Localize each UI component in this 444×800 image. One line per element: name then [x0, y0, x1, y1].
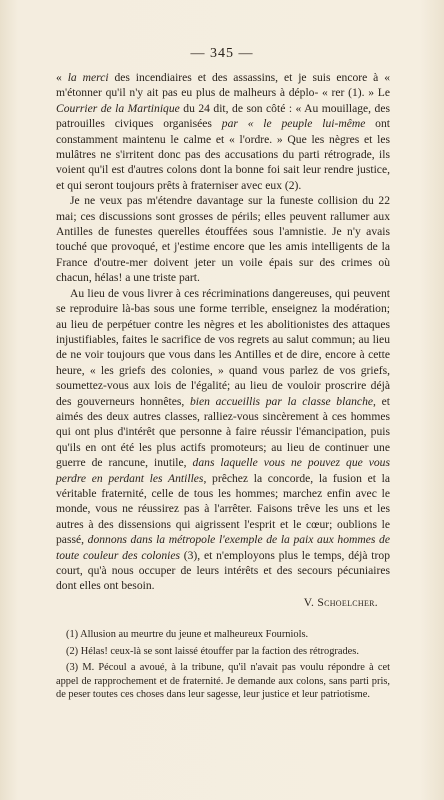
text-run: , prêchez la concorde, la fusion et la véritable fraternité, celle de tous les hommes; marchez enfin avec le monde, vous ne réussirez pas à l'arrêter. Faisons trêve les uns et les autres à des dissensions qui aigrissent l'esprit et le cœur; oublions le passé,	[56, 471, 391, 547]
footnote-1: (1) Allusion au meurtre du jeune et malheureux Fourniols.	[66, 629, 309, 640]
text-run: Je ne veux pas m'étendre davantage sur la funeste collision du 22 mai; ces discussions sont grosses de périls; elles peuvent rallumer aux Antilles de funestes querelles étouffées sous l'amnistie. Je n'y avais touché que provoqué, et j'estime encore que les amis intelligents de la France d'outre-mer doivent jeter un voile épais sur des crimes où chacun, hélas! a une triste part.	[56, 194, 390, 285]
footnote-3: (3) M. Pécoul a avoué, à la tribune, qu'il n'avait pas voulu répondre à cet appel de rapprochement et de fraternité. Je demande aux colons, sans parti pris, de peser toutes ces choses dans leur sagesse, leur justice et leur patriotisme.	[56, 662, 390, 701]
footnotes	[56, 628, 390, 705]
italic-text-run: donnons dans la métropole l'exemple de la paix aux hommes de toute couleur des colonies	[56, 533, 390, 562]
text-run: ont constamment maintenu le calme et « l'ordre. » Que les nègres et les mulâtres ne s'irritent donc pas des accusations du parti rétrograde, ils voient qu'il est d'autres colons dont la bonne foi sait leur rendre justice, et qui seront toujours prêts à fraterniser avec eux (2).	[56, 117, 390, 192]
italic-text-run: par « le peuple lui-même	[221, 117, 366, 131]
paragraph-1	[56, 70, 390, 193]
text-run: «	[56, 71, 68, 84]
italic-text-run: la merci	[67, 71, 109, 84]
paragraph-2	[56, 193, 390, 285]
text-run: (3), et n'employons plus le temps, déjà trop court, qu'à nous occuper de leurs intérêts et des secours pécuniaires dont elles ont besoin.	[56, 548, 390, 593]
page-number: — 345 —	[190, 46, 254, 61]
italic-text-run: Courrier de la Martinique	[56, 101, 180, 115]
text-run: , et aimés des deux autres classes, ralliez-vous sincèrement à ces hommes qui ont plus d'intérêt que personne à faire réussir l'émancipation, puis qu'ils en ont été les plus actifs promoteurs; au lieu de continuer une guerre de rancune, inutile,	[56, 394, 390, 470]
footnote-2: (2) Hélas! ceux-là se sont laissé étouffer par la faction des rétrogrades.	[66, 645, 359, 657]
italic-text-run: bien accueillis par la classe blanche	[189, 394, 374, 408]
paragraph-3	[56, 286, 390, 594]
text-run: Au lieu de vous livrer à ces récriminations dangereuses, qui peuvent se reproduire là-bas sous une forme terrible, enseignez la modération; au lieu de perpétuer contre les nègres et les abolitionistes des attaques injustifiables, faites le sacrifice de vos regrets au salut commun; au lieu de ne voir toujours que vous dans les Antilles et de dire, encore à cette heure, « les griefs des colonies, » quand vous parlez de vos griefs, soumettez-vous aux lois de l'égalité; au lieu de vouloir proscrire déjà des gouverneurs honnêtes,	[56, 286, 390, 408]
signature: V. Schoelcher.	[303, 596, 378, 609]
main-text	[56, 70, 390, 594]
text-run: des incendiaires et des assassins, et je suis encore à « m'étonner qu'il n'y ait pas eu plus de malheurs à déplo- « rer (1). » Le	[56, 71, 390, 100]
italic-text-run: dans laquelle vous ne pouvez que vous perdre en perdant les Antilles	[56, 456, 390, 485]
text-run: du 24 dit, de son côté : « Au mouillage, des patrouilles civiques organisées	[56, 101, 390, 131]
